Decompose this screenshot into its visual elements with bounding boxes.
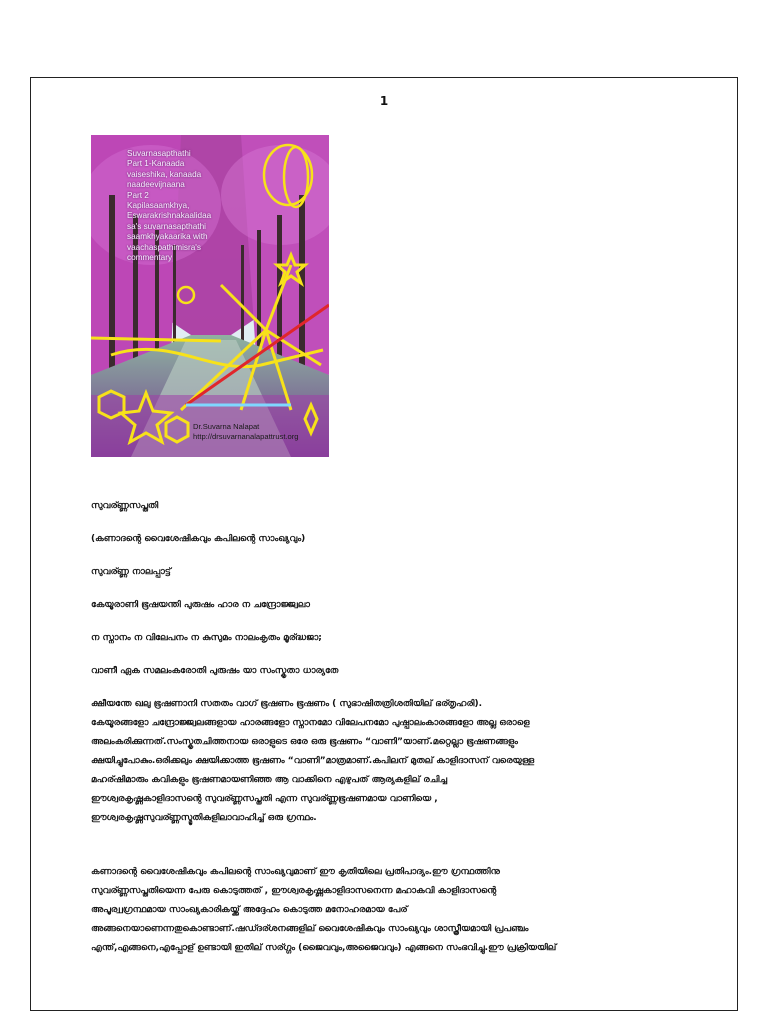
book-cover-image [91, 135, 329, 457]
cover-title-line: Suvarnasapthathi [127, 149, 191, 158]
paragraph-line: ഈശ്വരകൃഷ്ണകാളിദാസന്റെ സുവര്ണ്ണസപ്തതി എന്ന സുവര്ണ്ണഭൂഷണമായ വാണിയെ , [91, 794, 438, 804]
paragraph-line: സുവര്ണ്ണസപ്തതിയെന്ന പേരു കൊടുത്തത് , ഈശ്വരകൃഷ്ണകാളിദാസനെന്ന മഹാകവി കാളിദാസന്റെ [91, 886, 497, 896]
paragraph-line: മഹര്ഷിമാരും കവികളും ഭൂഷണമായണിഞ്ഞ ആ വാക്കിനെ എഴുപത് ആര്യകളില് രചിച്ച [91, 775, 448, 785]
cover-title-line: Part 1-Kanaada [127, 159, 185, 169]
paragraph-line: കേയൂരങ്ങളോ ചന്ദ്രോജ്ജ്വലങ്ങളായ ഹാരങ്ങളോ സ്നാനമോ വിലേപനമോ പുഷ്പാലംകാരങ്ങളോ അല്ല ഒരാളെ [91, 718, 530, 728]
paragraph-2 [91, 863, 711, 958]
cover-title-line: Kapilasaamkhya, [127, 201, 190, 211]
page-frame [30, 77, 738, 1011]
cover-footer [193, 422, 299, 442]
author-line: സുവര്ണ്ണ നാലപ്പാട്ട് [91, 567, 171, 577]
intro-lines [91, 498, 711, 729]
cover-title-line: vaiseshika, kanaada [127, 169, 202, 179]
cover-title-line: naadeevijnaana [127, 180, 185, 190]
verse-line: ക്ഷീയന്തേ ഖലു ഭൂഷണാനി സതതം വാഗ് ഭൂഷണം ഭൂഷണം ( സുഭാഷിതത്രിശതിയില് ഭര്തൃഹരി). [91, 699, 483, 709]
paragraph-line: കണാദന്റെ വൈശേഷികവും കപിലന്റെ സാംഖ്യവുമാണ് ഈ കൃതിയിലെ പ്രതിപാദ്യം.ഈ ഗ്രന്ഥത്തിനു [91, 867, 500, 877]
page-number: 1 [379, 94, 389, 108]
verse-line: ന സ്നാനം ന വിലേപനം ന കുസുമം നാലംകൃതം മൂര്ദ്ധജാ; [91, 633, 322, 643]
paragraph-line: ക്ഷയിച്ചുപോകും.ഒരിക്കലും ക്ഷയിക്കാത്ത ഭൂഷണം “വാണി”മാത്രമാണ്.കപിലന് മുതല് കാളിദാസന് വരെയുള്ള [91, 756, 535, 766]
cover-title-line: sa's suvarnasapthathi [127, 221, 206, 231]
cover-title-line: Eswarakrishnakaalidaa [127, 211, 212, 221]
paragraph-line: അലംകരിക്കുന്നത്.സംസ്കൃതചിത്തനായ ഒരാളുടെ ഒരേ ഒരു ഭൂഷണം “വാണി”യാണ്.മറ്റെല്ലാ ഭൂഷണങ്ങളും [91, 737, 518, 747]
verse-line: വാണീ ഏക സമലംകരോതി പുരുഷം യാ സംസ്കൃതാ ധാര്യതേ [91, 666, 339, 676]
cover-title-line: commentary [127, 253, 173, 263]
cover-title [127, 149, 277, 263]
book-title-line: സുവര്ണ്ണസപ്തതി [91, 501, 159, 511]
cover-title-line: saamkhyakaarika with [127, 232, 208, 242]
paragraph-line: അപൂര്വ്വഗ്രന്ഥമായ സാംഖ്യകാരികയ്ക്ക് അദ്ദേഹം കൊടുത്ത മനോഹരമായ പേര് [91, 905, 408, 915]
cover-title-line: vaachaspathimisra's [127, 242, 201, 252]
paragraph-line: ഈശ്വരകൃഷ്ണസുവര്ണ്ണസ്മൃതികളിലാവാഹിച്ച് ഒരു ഗ്രന്ഥം. [91, 813, 317, 823]
subtitle-line: (കണാദന്റെ വൈശേഷികവും കപിലന്റെ സാംഖ്യവും) [91, 534, 306, 544]
cover-title-line: Part 2 [127, 190, 149, 200]
paragraph-line: എന്ത്,എങ്ങനെ,എപ്പോള് ഉണ്ടായി ഇതില് സര്ഗ്ഗം (ജൈവവും,അജൈവവും) എങ്ങനെ സംഭവിച്ചു.ഈ പ്രക്രിയയില് [91, 943, 557, 953]
cover-author: Dr.Suvarna Nalapat [193, 422, 260, 431]
paragraph-1 [91, 714, 711, 828]
paragraph-line: അങ്ങനെയാണെന്നതുകൊണ്ടാണ്.ഷഡ്ദര്ശനങ്ങളില് വൈശേഷികവും സാംഖ്യവും ശാസ്ത്രീയമായി പ്രപഞ്ചം [91, 924, 529, 934]
cover-url: http://drsuvarnanalapattrust.org [193, 432, 299, 441]
verse-line: കേയൂരാണി ഭൂഷയന്തി പുരുഷം ഹാര ന ചന്ദ്രോജ്ജ്വലാ [91, 600, 310, 610]
